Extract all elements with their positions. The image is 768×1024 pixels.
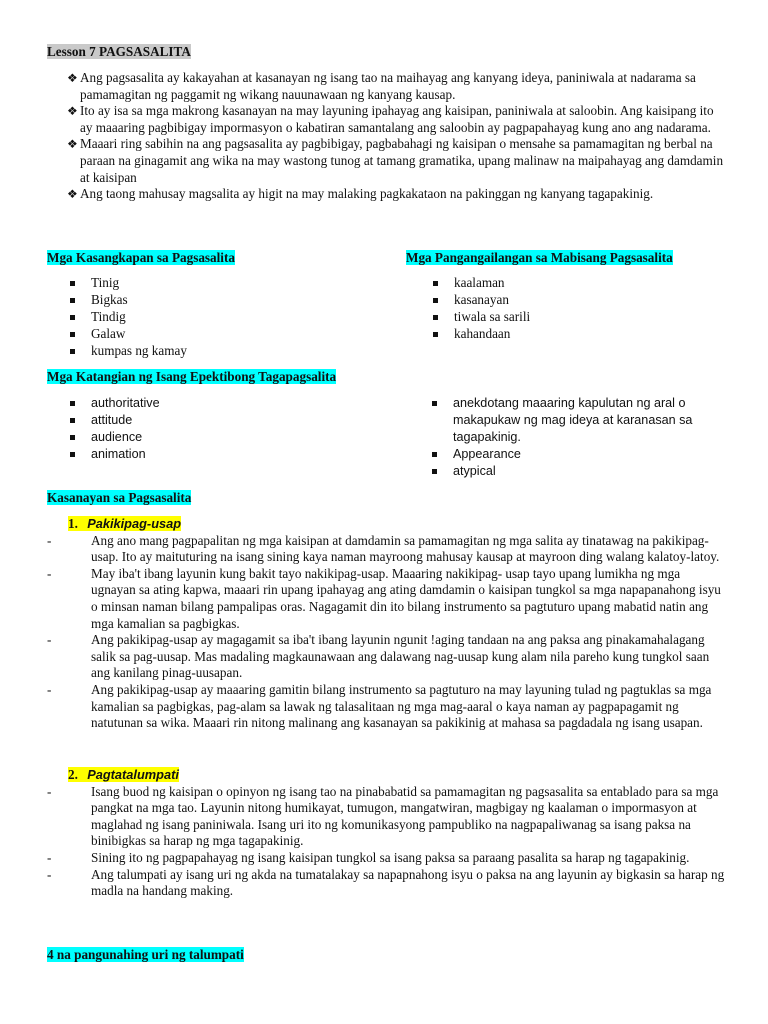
square-bullet-icon [433,315,438,320]
list-item: Galaw [70,326,187,343]
section-title-highlight: 2. Pagtatalumpati [68,767,179,782]
katangian-heading: Mga Katangian ng Isang Epektibong Tagapagsalita [47,369,337,384]
intro-list [47,70,727,203]
list-item: animation [70,446,160,463]
diamond-bullet-icon: ❖ [67,71,78,85]
square-bullet-icon [432,469,437,474]
kasangkapan-list [70,275,187,360]
list-item: attitude [70,412,160,429]
list-item: Tinig [70,275,187,292]
list-item: authoritative [70,395,160,412]
kasangkapan-heading: Mga Kasangkapan sa Pagsasalita [47,250,235,265]
dash-list [47,533,727,732]
square-bullet-icon [70,452,75,457]
list-item: audience [70,429,160,446]
intro-item: ❖ Ito ay isa sa mga makrong kasanayan na may layuning ipahayag ang kaisipan, paniniwala at saloobin. Ang kaisipang ito ay maaaring pagbibigay impormasyon o kabatiran samantalang ang saloobin ay pagpapahayag kung ano ang nadarama. [67,103,714,135]
square-bullet-icon [70,281,75,286]
intro-item: ❖ Maaari ring sabihin na ang pagsasalita ay pagbibigay, pagbabahagi ng kaisipan o mensahe sa pamamagitan ng berbal na paraan na ginagamit ang wika na may wastong tunog at tamang gramatika, upang malinaw na maipahayag ang damdamin at kaisipan [67,136,724,185]
diamond-bullet-icon: ❖ [67,137,78,152]
square-bullet-icon [70,401,75,406]
kasanayan-heading: Kasanayan sa Pagsasalita [47,490,192,505]
dash-list [47,784,727,900]
list-item: kaalaman [433,275,530,292]
list-item: kumpas ng kamay [70,343,187,360]
diamond-bullet-icon: ❖ [67,104,78,119]
katangian-right-list [432,395,732,480]
list-item: kahandaan [433,326,530,343]
lesson-title: Lesson 7 PAGSASALITA [47,44,191,59]
square-bullet-icon [70,298,75,303]
section-title-row [47,516,727,533]
square-bullet-icon [70,349,75,354]
list-item: - May iba't ibang layunin kung bakit tayo nakikipag-usap. Maaaring nakikipag- usap tayo upang lumikha ng mga ugnayan sa ating kapwa, maaari rin upang ipahayag ang ating damdamin o kaisipan tungkol sa mga napapanahong isyu o minsan naman bilang pampalipas oras. Nagagamit din ito bilang instrumento sa pagtuturo upang mabatid natin ang mga kamalian sa pagbigkas. [47,565,721,631]
list-item: - Ang ano mang pagpapalitan ng mga kaisipan at damdamin sa pamamagitan ng mga salita ay tinatawag na pakikipag-usap. Ito ay maituturing na isang sining kaya naman mayroong mahusay kausap at mayroon ding walang kalatoy-latoy. [47,532,720,565]
list-item: Tindig [70,309,187,326]
list-item: anekdotang maaaring kapulutan ng aral o makapukaw ng mag ideya at karanasan sa tagapakinig. [432,395,732,446]
pangangailangan-list [433,275,530,343]
square-bullet-icon [70,332,75,337]
talumpati-types-heading: 4 na pangunahing uri ng talumpati [47,947,244,962]
square-bullet-icon [70,315,75,320]
intro-item: ❖ Ang taong mahusay magsalita ay higit na may malaking pagkakataon na pakinggan ng kanyang tagapakinig. [67,186,654,202]
list-item: - Isang buod ng kaisipan o opinyon ng isang tao na pinababatid sa pamamagitan ng pagsasalita sa entablado para sa mga pangkat na mga tao. Layunin nitong humikayat, tumugon, mangatwiran, magbigay ng kaalaman o impormasyon at maglahad ng isang paniniwala. Isang uri ito ng komunikasyong pampubliko na nagpapaliwanag sa isang paksa na binibigkas sa harap ng mga tagapakinig. [47,783,719,849]
section-title-highlight: 1. Pakikipag-usap [68,516,182,531]
square-bullet-icon [433,332,438,337]
square-bullet-icon [432,452,437,457]
section-title-row [47,767,727,784]
intro-item: ❖ Ang pagsasalita ay kakayahan at kasanayan ng isang tao na maihayag ang kanyang ideya, paniniwala at nadarama sa pamamagitan ng paggamit ng wikang nauunawaan ng kanyang kausap. [67,70,696,102]
list-item: Appearance [432,446,732,463]
diamond-bullet-icon: ❖ [67,187,78,202]
list-item: atypical [432,463,732,480]
list-item: - Ang talumpati ay isang uri ng akda na tumatalakay sa napapnahong isyu o paksa na ang layunin ay bigkasin sa harap ng madla na handang making. [47,866,725,899]
section-pakikipag-usap [47,516,727,732]
square-bullet-icon [70,418,75,423]
pangangailangan-heading: Mga Pangangailangan sa Mabisang Pagsasalita [406,250,673,265]
square-bullet-icon [433,281,438,286]
list-item: kasanayan [433,292,530,309]
list-item: - Sining ito ng pagpapahayag ng isang kaisipan tungkol sa isang paksa sa paraang pasalita sa harap ng tagapakinig. [47,849,690,865]
square-bullet-icon [433,298,438,303]
list-item: Bigkas [70,292,187,309]
section-pagtatalumpati [47,767,727,900]
katangian-left-list [70,395,160,463]
list-item: - Ang pakikipag-usap ay maaaring gamitin bilang instrumento sa pagtuturo na may layuning tulad ng pagtuklas sa mga kamalian sa pagbigkas, pag-alam sa lawak ng talasalitaan ng mga mag-aaral o kaya naman ay pagpapagamit ng natutunan sa wika. Maaari rin nitong malinang ang kasanayan sa pakikinig at mahasa sa pagdadala ng isang usapan. [47,681,712,731]
list-item: tiwala sa sarili [433,309,530,326]
list-item: - Ang pakikipag-usap ay magagamit sa iba't ibang layunin ngunit !aging tandaan na ang paksa ang pinakamahalagang salik sa pag-uusap. Mas madaling magkaunawaan ang dalawang nag-uusap kung alam nila pareho kung tungkol saan ang kanilang pinag-uusapan. [47,632,710,681]
square-bullet-icon [432,401,437,406]
square-bullet-icon [70,435,75,440]
